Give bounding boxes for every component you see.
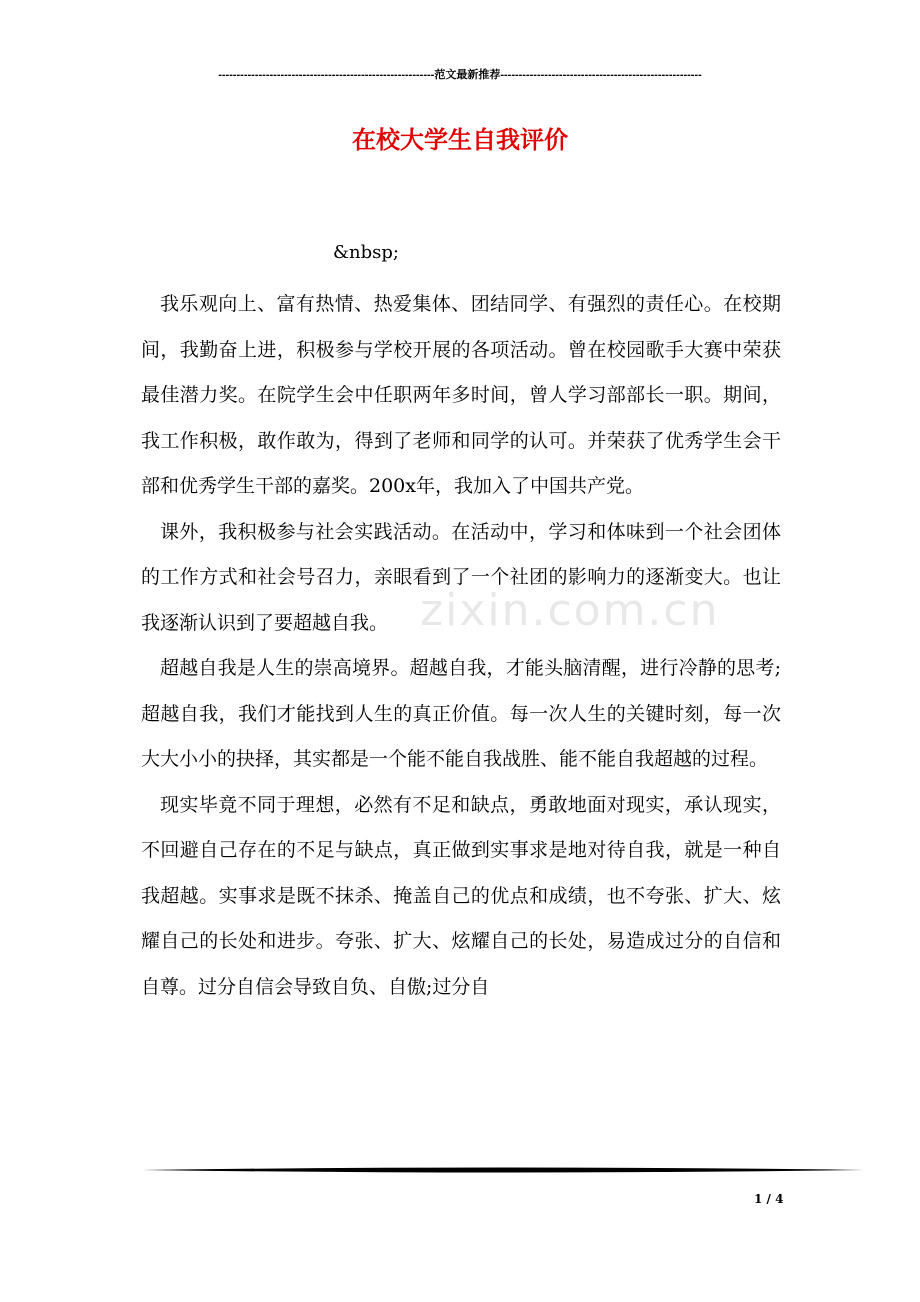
page-number: 1 / 4: [754, 1192, 784, 1206]
header-banner: -----------------------------------------------------------范文最新推荐-------------------------------------------------------: [218, 69, 702, 81]
nbsp-text: &nbsp;: [333, 242, 399, 263]
paragraph-3: 超越自我是人生的崇高境界。超越自我，才能头脑清醒，进行冷静的思考;超越自我，我们才能找到人生的真正价值。每一次人生的关键时刻，每一次大大小小的抉择，其实都是一个能不能自我战胜、能不能自我超越的过程。: [141, 657, 781, 770]
document-title: 在校大学生自我评价: [352, 126, 568, 154]
document-body: [141, 282, 781, 1010]
paragraph-4: 现实毕竟不同于理想，必然有不足和缺点，勇敢地面对现实，承认现实，不回避自己存在的不足与缺点，真正做到实事求是地对待自我，就是一种自我超越。实事求是既不抹杀、掩盖自己的优点和成绩，也不夸张、扩大、炫耀自己的长处和进步。夸张、扩大、炫耀自己的长处，易造成过分的自信和自尊。过分自信会导致自负、自傲;过分自: [141, 793, 781, 998]
watermark: zixin.com.cn: [420, 585, 720, 636]
paragraph-2: 课外，我积极参与社会实践活动。在活动中，学习和体味到一个社会团体的工作方式和社会号召力，亲眼看到了一个社团的影响力的逐渐变大。也让我逐渐认识到了要超越自我。: [141, 520, 781, 634]
paragraph-1: 我乐观向上、富有热情、热爱集体、团结同学、有强烈的责任心。在校期间，我勤奋上进，积极参与学校开展的各项活动。曾在校园歌手大赛中荣获最佳潜力奖。在院学生会中任职两年多时间，曾人学习部部长一职。期间，我工作积极，敢作敢为，得到了老师和同学的认可。并荣获了优秀学生会干部和优秀学生干部的嘉奖。200x年，我加入了中国共产党。: [141, 293, 781, 497]
footer-rule: [142, 1166, 864, 1174]
